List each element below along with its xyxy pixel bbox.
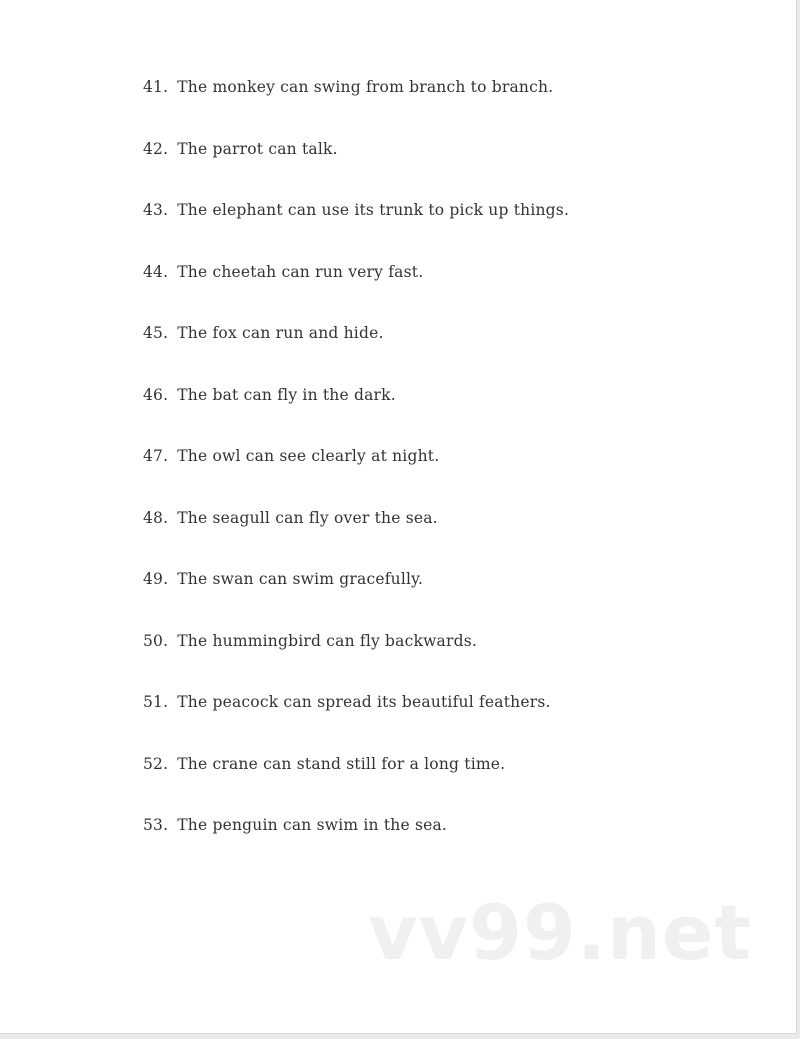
- sentence-text: The peacock can spread its beautiful feathers.: [177, 693, 551, 711]
- sentence-text: The crane can stand still for a long time.: [177, 754, 506, 773]
- sentence-45: [143, 320, 569, 382]
- sentence-text: The elephant can use its trunk to pick up things.: [177, 201, 570, 219]
- sentence-text: The parrot can talk.: [177, 139, 338, 158]
- sentence-number: 50.: [143, 631, 169, 650]
- sentence-number: 52.: [143, 754, 169, 773]
- sentence-text: The bat can fly in the dark.: [177, 385, 396, 404]
- sentence-42: [143, 136, 569, 198]
- sentence-text: The swan can swim gracefully.: [177, 570, 424, 588]
- sentence-52: [143, 751, 569, 813]
- sentence-47: [143, 443, 569, 505]
- sentence-number: 43.: [143, 201, 169, 219]
- sentence-51: [143, 689, 569, 751]
- sentence-text: The hummingbird can fly backwards.: [177, 631, 478, 650]
- sentence-number: 44.: [143, 262, 169, 281]
- sentence-text: The fox can run and hide.: [177, 324, 384, 342]
- sentence-list: [143, 74, 569, 874]
- sentence-number: 41.: [143, 78, 169, 96]
- sentence-number: 53.: [143, 816, 169, 834]
- sentence-text: The owl can see clearly at night.: [177, 447, 440, 465]
- sentence-46: [143, 382, 569, 444]
- sentence-48: [143, 505, 569, 567]
- sentence-49: [143, 566, 569, 628]
- sentence-text: The monkey can swing from branch to branch.: [177, 78, 554, 96]
- sentence-number: 47.: [143, 447, 169, 465]
- sentence-text: The penguin can swim in the sea.: [177, 816, 448, 834]
- sentence-43: [143, 197, 569, 259]
- sentence-number: 49.: [143, 570, 169, 588]
- sentence-number: 46.: [143, 385, 169, 404]
- sentence-number: 45.: [143, 324, 169, 342]
- sentence-41: [143, 74, 569, 136]
- sentence-53: [143, 812, 569, 874]
- sentence-50: [143, 628, 569, 690]
- sentence-44: [143, 259, 569, 321]
- sentence-number: 42.: [143, 139, 169, 158]
- sentence-text: The cheetah can run very fast.: [177, 262, 424, 281]
- sentence-text: The seagull can fly over the sea.: [177, 508, 438, 527]
- sentence-number: 51.: [143, 693, 169, 711]
- sentence-number: 48.: [143, 508, 169, 527]
- watermark: vv99.net: [368, 888, 752, 977]
